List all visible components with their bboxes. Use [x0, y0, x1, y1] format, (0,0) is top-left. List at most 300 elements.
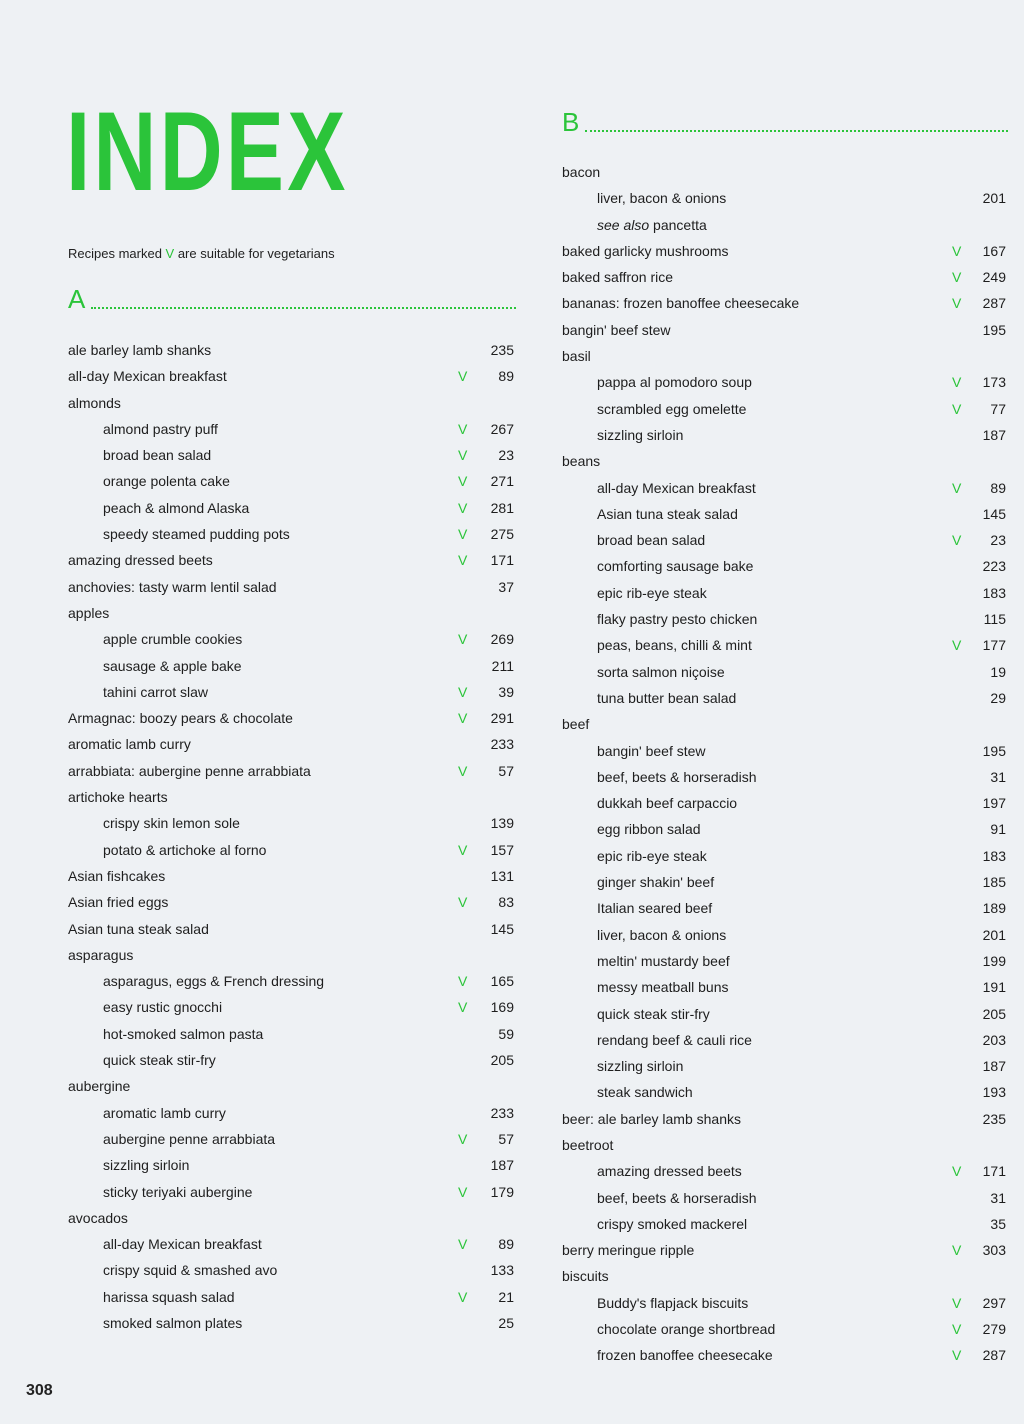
index-subentry-label	[597, 1053, 683, 1079]
vegetarian-mark: V	[952, 637, 962, 654]
index-entry	[68, 968, 516, 994]
entry-page-number: 19	[990, 663, 1006, 680]
vegetarian-mark: V	[458, 1130, 468, 1147]
index-entry	[68, 363, 516, 389]
entry-text: beer: ale barley lamb shanks	[562, 1110, 741, 1127]
index-entry	[562, 1001, 1008, 1027]
entry-text: frozen banoffee cheesecake	[597, 1347, 773, 1364]
entry-text: bacon	[562, 164, 601, 180]
vegetarian-mark: V	[458, 499, 468, 516]
entry-text: peach & almond Alaska	[103, 499, 250, 516]
index-subentry-label	[103, 416, 218, 442]
entry-text: meltin' mustardy beef	[597, 952, 730, 969]
index-entry	[562, 922, 1008, 948]
entry-text: sausage & apple bake	[103, 657, 242, 674]
index-entry	[68, 1284, 516, 1310]
index-entry	[562, 1316, 1008, 1342]
entry-page-number: 195	[982, 742, 1006, 759]
vegetarian-mark: V	[952, 1347, 962, 1364]
entry-page-number: 57	[498, 1130, 514, 1147]
entry-text: Asian tuna steak salad	[597, 505, 738, 522]
vegetarian-mark: V	[458, 762, 468, 779]
vegetarian-mark: V	[952, 269, 962, 286]
vegetarian-mark: V	[952, 374, 962, 391]
entry-text: beetroot	[562, 1136, 614, 1153]
entry-text: apples	[68, 604, 110, 621]
index-subentry-label	[103, 1284, 235, 1310]
entry-page-number: 233	[490, 736, 514, 753]
index-subentry-label	[597, 475, 756, 501]
vegetarian-mark: V	[458, 1288, 468, 1305]
index-entry	[562, 396, 1008, 422]
index-subentry-label	[597, 790, 737, 816]
entry-text: almonds	[68, 394, 121, 411]
vegetarian-mark: V	[952, 1321, 962, 1338]
entry-page-number: 269	[490, 631, 514, 648]
entry-text: ginger shakin' beef	[597, 874, 715, 891]
index-entry-label	[68, 889, 168, 915]
section-letter: B	[562, 107, 580, 137]
index-entry	[68, 1100, 516, 1126]
index-entry	[562, 764, 1008, 790]
index-entry	[562, 632, 1008, 658]
index-entry	[68, 574, 516, 600]
entry-text: epic rib-eye steak	[597, 847, 707, 864]
entry-text: asparagus	[68, 946, 134, 963]
index-entry	[562, 659, 1008, 685]
index-entry	[562, 974, 1008, 1000]
index-entry	[68, 810, 516, 836]
index-entry	[562, 606, 1008, 632]
index-subentry-label	[597, 869, 714, 895]
index-entry	[68, 1021, 516, 1047]
vegetarian-mark: V	[952, 295, 962, 312]
entry-text: bangin' beef stew	[562, 321, 671, 338]
index-entry	[562, 317, 1008, 343]
index-entry	[68, 1073, 516, 1099]
index-entry	[562, 475, 1008, 501]
index-subentry-label	[597, 816, 701, 842]
section-letter: A	[68, 284, 86, 314]
entry-page-number: 201	[982, 190, 1006, 207]
entry-page-number: 199	[982, 952, 1006, 969]
entry-page-number: 205	[490, 1052, 514, 1069]
entry-text: dukkah beef carpaccio	[597, 795, 738, 812]
index-subentry-label	[597, 685, 736, 711]
dotted-rule	[585, 129, 1008, 132]
index-entry	[562, 948, 1008, 974]
index-entry-label	[68, 731, 191, 757]
index-subentry-label	[103, 1257, 277, 1283]
entry-page-number: 29	[990, 689, 1006, 706]
index-entry	[562, 738, 1008, 764]
entry-text: liver, bacon & onions	[597, 926, 727, 943]
index-subentry-label	[597, 764, 757, 790]
entry-page-number: 115	[983, 611, 1006, 628]
index-entry	[68, 653, 516, 679]
entry-text: anchovies: tasty warm lentil salad	[68, 578, 277, 595]
entry-text: beef, beets & horseradish	[597, 1189, 757, 1206]
entry-page-number: 171	[490, 552, 514, 569]
vegetarian-note	[68, 246, 335, 261]
entry-page-number: 187	[982, 426, 1006, 443]
index-entry	[68, 1152, 516, 1178]
entry-text: Asian fried eggs	[68, 894, 169, 911]
entry-page-number: 187	[982, 1058, 1006, 1075]
index-subentry-label	[103, 1152, 189, 1178]
entry-page-number: 31	[990, 768, 1006, 785]
entry-text: aromatic lamb curry	[68, 736, 191, 753]
entry-page-number: 297	[982, 1294, 1006, 1311]
index-subentry-label	[597, 212, 707, 238]
entry-page-number: 233	[490, 1104, 514, 1121]
index-entry-label	[562, 238, 729, 264]
entry-text: sizzling sirloin	[597, 426, 684, 443]
index-subentry-label	[597, 1079, 693, 1105]
entry-page-number: 31	[990, 1189, 1006, 1206]
entry-text: bangin' beef stew	[597, 742, 706, 759]
entry-text: ale barley lamb shanks	[68, 342, 212, 358]
index-subentry-label	[103, 468, 230, 494]
index-entry-label	[562, 1132, 613, 1158]
index-entry	[562, 711, 1008, 737]
entry-text: Italian seared beef	[597, 900, 713, 917]
index-entry-label	[68, 363, 227, 389]
entry-page-number: 205	[982, 1005, 1006, 1022]
index-entry	[562, 501, 1008, 527]
index-subentry-label	[103, 968, 324, 994]
index-subentry-label	[597, 396, 746, 422]
page-title: INDEX	[66, 89, 349, 214]
entry-page-number: 275	[490, 526, 514, 543]
index-entry-label	[68, 784, 168, 810]
vegetarian-mark: V	[458, 710, 468, 727]
entry-page-number: 21	[498, 1288, 514, 1305]
entry-page-number: 179	[490, 1183, 514, 1200]
index-entry	[562, 527, 1008, 553]
index-subentry-label	[103, 442, 211, 468]
page-number: 308	[26, 1382, 53, 1399]
index-entry	[562, 1342, 1008, 1368]
entry-page-number: 59	[498, 1025, 514, 1042]
index-subentry-label	[597, 1316, 775, 1342]
index-subentry-label	[597, 948, 730, 974]
entry-text: baked saffron rice	[562, 269, 674, 286]
index-entry-label	[562, 448, 600, 474]
entry-text: sizzling sirloin	[103, 1157, 190, 1174]
index-entry	[562, 1263, 1008, 1289]
index-entry-label	[68, 942, 133, 968]
entry-text: berry meringue ripple	[562, 1242, 695, 1259]
entry-page-number: 89	[498, 1236, 514, 1253]
entry-page-number: 145	[490, 920, 514, 937]
index-entry	[562, 238, 1008, 264]
index-entry	[562, 1079, 1008, 1105]
entry-text: orange polenta cake	[103, 473, 230, 490]
index-entry	[68, 1310, 516, 1336]
vegetarian-mark: V	[952, 479, 962, 496]
index-entry	[562, 369, 1008, 395]
vegetarian-mark: V	[458, 841, 468, 858]
index-subentry-label	[103, 1126, 275, 1152]
entry-text: baked garlicky mushrooms	[562, 242, 729, 259]
entry-page-number: 193	[982, 1084, 1006, 1101]
entry-text: all-day Mexican breakfast	[103, 1236, 262, 1253]
vegetarian-mark: V	[458, 973, 468, 990]
vegetarian-mark: V	[458, 420, 468, 437]
entry-text: arrabbiata: aubergine penne arrabbiata	[68, 762, 311, 779]
entry-text: pancetta	[649, 216, 707, 233]
index-entry	[562, 448, 1008, 474]
entry-text: chocolate orange shortbread	[597, 1321, 776, 1338]
entry-text: Armagnac: boozy pears & chocolate	[68, 710, 293, 727]
index-entry-label	[562, 1263, 609, 1289]
entry-text: asparagus, eggs & French dressing	[103, 973, 325, 990]
entry-text: basil	[562, 348, 591, 365]
index-subentry-label	[597, 738, 706, 764]
entry-page-number: 223	[982, 558, 1006, 575]
entry-text: beans	[562, 453, 601, 470]
index-entry	[68, 731, 516, 757]
entry-page-number: 35	[990, 1215, 1006, 1232]
see-also-label: see also	[597, 216, 650, 233]
index-entry	[562, 1290, 1008, 1316]
entry-page-number: 25	[498, 1314, 514, 1331]
index-subentry-label	[103, 1047, 216, 1073]
index-entry	[562, 1185, 1008, 1211]
entry-page-number: 23	[990, 532, 1006, 549]
entry-text: smoked salmon plates	[103, 1314, 243, 1331]
entry-text: aromatic lamb curry	[103, 1104, 226, 1121]
index-entry	[68, 1047, 516, 1073]
index-entry	[68, 1257, 516, 1283]
entry-page-number: 195	[982, 321, 1006, 338]
vegetarian-note-pre: Recipes marked	[68, 246, 166, 261]
entry-text: sorta salmon niçoise	[597, 663, 725, 680]
entry-text: sizzling sirloin	[597, 1058, 684, 1075]
index-entry	[68, 1126, 516, 1152]
index-entry-label	[68, 600, 109, 626]
entry-page-number: 249	[982, 269, 1006, 286]
entry-text: all-day Mexican breakfast	[597, 479, 756, 496]
entry-text: rendang beef & cauli rice	[597, 1031, 752, 1048]
vegetarian-mark: V	[952, 532, 962, 549]
entry-text: flaky pastry pesto chicken	[597, 611, 758, 628]
index-entry	[68, 837, 516, 863]
index-subentry-label	[597, 501, 738, 527]
entry-text: crispy skin lemon sole	[103, 815, 240, 832]
index-entry	[562, 685, 1008, 711]
index-entry	[562, 1211, 1008, 1237]
index-entry	[562, 1158, 1008, 1184]
index-entry	[68, 863, 516, 889]
index-column-a	[68, 337, 516, 1336]
entry-text: bananas: frozen banoffee cheesecake	[562, 295, 800, 312]
entry-page-number: 189	[982, 900, 1006, 917]
index-subentry-label	[103, 1310, 242, 1336]
index-entry	[68, 1231, 516, 1257]
index-entry	[562, 1053, 1008, 1079]
index-entry	[68, 442, 516, 468]
index-subentry-label	[597, 1290, 748, 1316]
entry-text: comforting sausage bake	[597, 558, 754, 575]
entry-page-number: 171	[982, 1163, 1006, 1180]
index-subentry-label	[597, 606, 757, 632]
index-subentry-label	[597, 185, 726, 211]
entry-text: pappa al pomodoro soup	[597, 374, 752, 391]
entry-text: Buddy's flapjack biscuits	[597, 1294, 749, 1311]
vegetarian-mark: V	[458, 447, 468, 464]
index-entry	[562, 264, 1008, 290]
entry-page-number: 235	[490, 342, 514, 358]
index-entry	[562, 1132, 1008, 1158]
entry-text: liver, bacon & onions	[597, 190, 727, 207]
index-subentry-label	[597, 1158, 742, 1184]
index-entry	[562, 843, 1008, 869]
vegetarian-mark: V	[458, 368, 468, 385]
entry-page-number: 77	[990, 400, 1006, 417]
index-entry-label	[68, 390, 121, 416]
index-entry-label	[68, 1073, 130, 1099]
index-subentry-label	[597, 1211, 747, 1237]
entry-page-number: 279	[982, 1321, 1006, 1338]
index-entry	[562, 343, 1008, 369]
entry-page-number: 185	[982, 874, 1006, 891]
index-entry	[562, 212, 1008, 238]
index-entry	[562, 895, 1008, 921]
entry-page-number: 201	[982, 926, 1006, 943]
index-entry	[562, 290, 1008, 316]
entry-text: potato & artichoke al forno	[103, 841, 267, 858]
index-entry-label	[68, 863, 165, 889]
index-column-b	[562, 159, 1008, 1369]
entry-text: steak sandwich	[597, 1084, 693, 1101]
entry-text: scrambled egg omelette	[597, 400, 747, 417]
index-subentry-label	[597, 527, 705, 553]
entry-page-number: 235	[982, 1110, 1006, 1127]
entry-page-number: 169	[490, 999, 514, 1016]
index-subentry-label	[103, 1231, 262, 1257]
entry-text: easy rustic gnocchi	[103, 999, 223, 1016]
entry-page-number: 131	[490, 867, 514, 884]
entry-text: crispy smoked mackerel	[597, 1215, 748, 1232]
vegetarian-mark: V	[458, 999, 468, 1016]
entry-page-number: 89	[498, 368, 514, 385]
index-entry	[562, 185, 1008, 211]
entry-page-number: 37	[498, 578, 514, 595]
entry-text: broad bean salad	[103, 447, 212, 464]
entry-text: crispy squid & smashed avo	[103, 1262, 278, 1279]
index-subentry-label	[103, 626, 242, 652]
index-entry-label	[68, 705, 293, 731]
index-entry-label	[68, 916, 209, 942]
vegetarian-mark: V	[952, 400, 962, 417]
entry-page-number: 91	[990, 821, 1006, 838]
entry-page-number: 173	[982, 374, 1006, 391]
entry-page-number: 183	[982, 584, 1006, 601]
index-entry-label	[68, 758, 311, 784]
vegetarian-note-mark: V	[165, 246, 175, 261]
entry-page-number: 211	[491, 657, 514, 674]
index-entry	[68, 416, 516, 442]
index-entry	[68, 1205, 516, 1231]
index-subentry-label	[103, 1021, 263, 1047]
index-entry	[68, 758, 516, 784]
index-entry	[562, 869, 1008, 895]
index-subentry-label	[597, 422, 683, 448]
index-subentry-label	[597, 632, 752, 658]
index-entry	[68, 521, 516, 547]
index-entry	[68, 547, 516, 573]
entry-text: egg ribbon salad	[597, 821, 701, 838]
vegetarian-mark: V	[458, 552, 468, 569]
vegetarian-mark: V	[952, 242, 962, 259]
index-entry-label	[562, 264, 673, 290]
index-entry-label	[68, 574, 277, 600]
entry-page-number: 267	[490, 420, 514, 437]
index-entry	[68, 784, 516, 810]
entry-text: artichoke hearts	[68, 789, 168, 806]
entry-page-number: 303	[982, 1242, 1006, 1259]
entry-text: harissa squash salad	[103, 1288, 235, 1305]
index-subentry-label	[597, 1342, 773, 1368]
index-entry-label	[562, 1106, 741, 1132]
index-subentry-label	[103, 994, 222, 1020]
entry-page-number: 89	[990, 479, 1006, 496]
section-header-b	[562, 109, 1008, 135]
index-entry-label	[562, 290, 799, 316]
index-subentry-label	[597, 974, 729, 1000]
entry-text: aubergine	[68, 1078, 131, 1095]
entry-page-number: 133	[490, 1262, 514, 1279]
entry-page-number: 57	[498, 762, 514, 779]
vegetarian-note-post: are suitable for vegetarians	[174, 246, 335, 261]
entry-page-number: 83	[498, 894, 514, 911]
index-subentry-label	[597, 1185, 757, 1211]
index-entry-label	[68, 337, 211, 363]
index-entry-label	[562, 159, 600, 185]
vegetarian-mark: V	[458, 894, 468, 911]
entry-page-number: 177	[982, 637, 1006, 654]
index-entry	[562, 1106, 1008, 1132]
index-subentry-label	[597, 1001, 710, 1027]
entry-page-number: 139	[490, 815, 514, 832]
entry-page-number: 203	[982, 1031, 1006, 1048]
index-entry	[562, 1237, 1008, 1263]
index-subentry-label	[103, 495, 249, 521]
vegetarian-mark: V	[952, 1294, 962, 1311]
index-entry	[68, 1179, 516, 1205]
entry-text: beef	[562, 716, 590, 733]
index-entry	[562, 816, 1008, 842]
index-subentry-label	[103, 521, 290, 547]
index-subentry-label	[597, 895, 712, 921]
index-entry-label	[562, 711, 589, 737]
entry-page-number: 183	[982, 847, 1006, 864]
entry-text: apple crumble cookies	[103, 631, 243, 648]
index-entry	[562, 790, 1008, 816]
entry-page-number: 167	[982, 242, 1006, 259]
index-entry-label	[562, 343, 591, 369]
entry-text: tuna butter bean salad	[597, 689, 737, 706]
index-entry	[68, 626, 516, 652]
entry-page-number: 191	[982, 979, 1006, 996]
index-entry	[68, 390, 516, 416]
index-entry	[68, 889, 516, 915]
vegetarian-mark: V	[458, 683, 468, 700]
index-subentry-label	[103, 1100, 226, 1126]
index-entry	[562, 553, 1008, 579]
